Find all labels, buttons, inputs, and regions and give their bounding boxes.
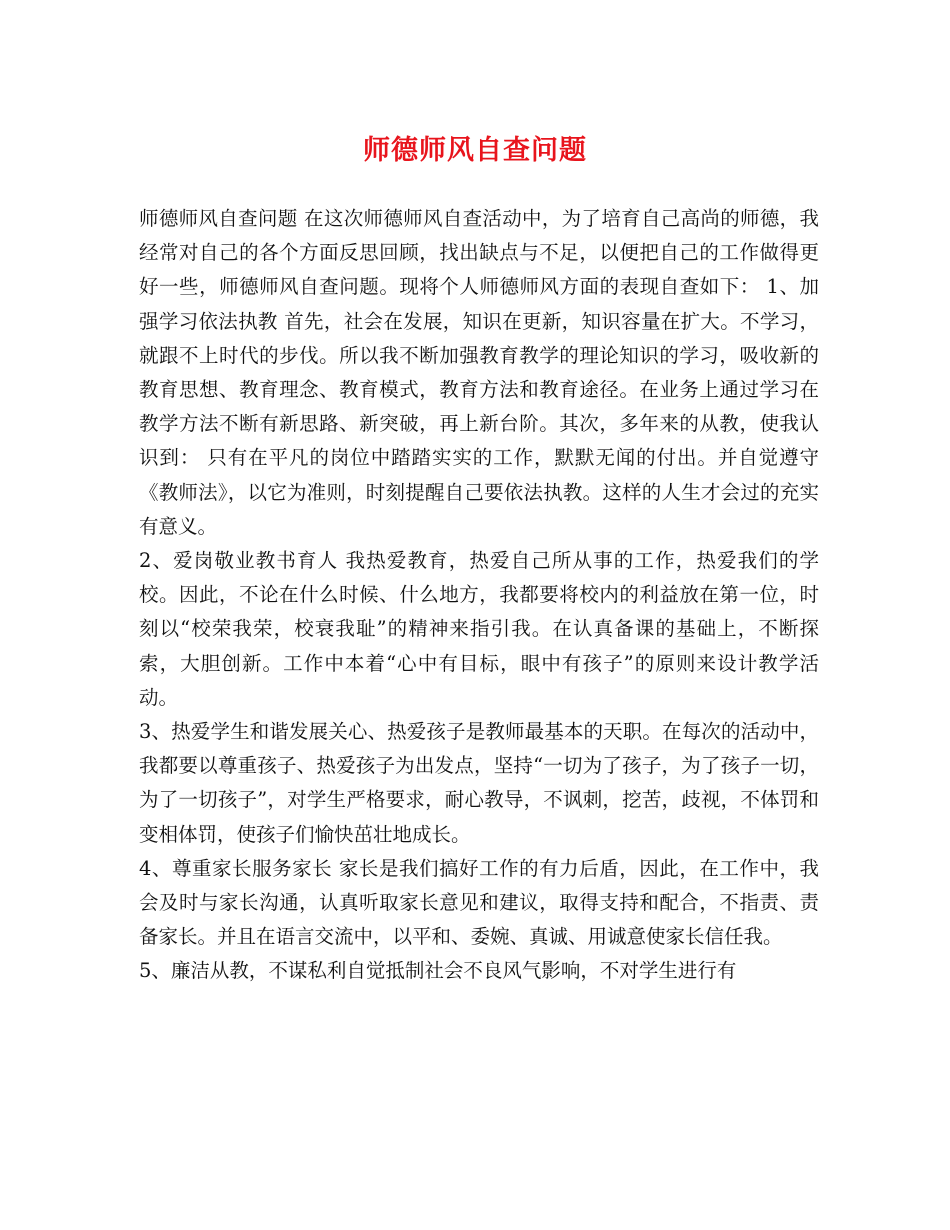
paragraph-item-5: 5、廉洁从教，不谋私利自觉抵制社会不良风气影响，不对学生进行有 <box>139 959 737 983</box>
document-body <box>139 202 819 989</box>
document-title: 师德师风自查问题 <box>363 135 587 166</box>
paragraph-item-2: 2、爱岗敬业教书育人 我热爱教育，热爱自己所从事的工作，热爱我们的学校。因此，不论在什么时候、什么地方，我都要将校内的利益放在第一位，时刻以“校荣我荣，校衰我耻”的精神来指引我。在认真备课的基础上，不断探索，大胆创新。工作中本着“心中有目标，眼中有孩子”的原则来设计教学活动。 <box>139 549 819 709</box>
paragraph-item-4: 4、尊重家长服务家长 家长是我们搞好工作的有力后盾，因此，在工作中，我会及时与家长沟通，认真听取家长意见和建议，取得支持和配合，不指责、责备家长。并且在语言交流中，以平和、委婉、真诚、用诚意使家长信任我。 <box>139 856 819 949</box>
paragraph-item-3: 3、热爱学生和谐发展关心、热爱孩子是教师最基本的天职。在每次的活动中，我都要以尊重孩子、热爱孩子为出发点，坚持“一切为了孩子，为了孩子一切，为了一切孩子”，对学生严格要求，耐心教导，不讽刺，挖苦，歧视，不体罚和变相体罚，使孩子们愉快茁壮地成长。 <box>139 720 819 846</box>
paragraph-intro: 师德师风自查问题 在这次师德师风自查活动中，为了培育自己高尚的师德，我经常对自己的各个方面反思回顾，找出缺点与不足，以便把自己的工作做得更好一些，师德师风自查问题。现将个人师德师风方面的表现自查如下： 1、加强学习依法执教 首先，社会在发展，知识在更新，知识容量在扩大。不学习，就跟不上时代的步伐。所以我不断加强教育教学的理论知识的学习，吸收新的教育思想、教育理念、教育模式，教育方法和教育途径。在业务上通过学习在教学方法不断有新思路、新突破，再上新台阶。其次，多年来的从教，使我认识到： 只有在平凡的岗位中踏踏实实的工作，默默无闻的付出。并自觉遵守《教师法》，以它为准则，时刻提醒自己要依法执教。这样的人生才会过的充实有意义。 <box>139 207 819 538</box>
